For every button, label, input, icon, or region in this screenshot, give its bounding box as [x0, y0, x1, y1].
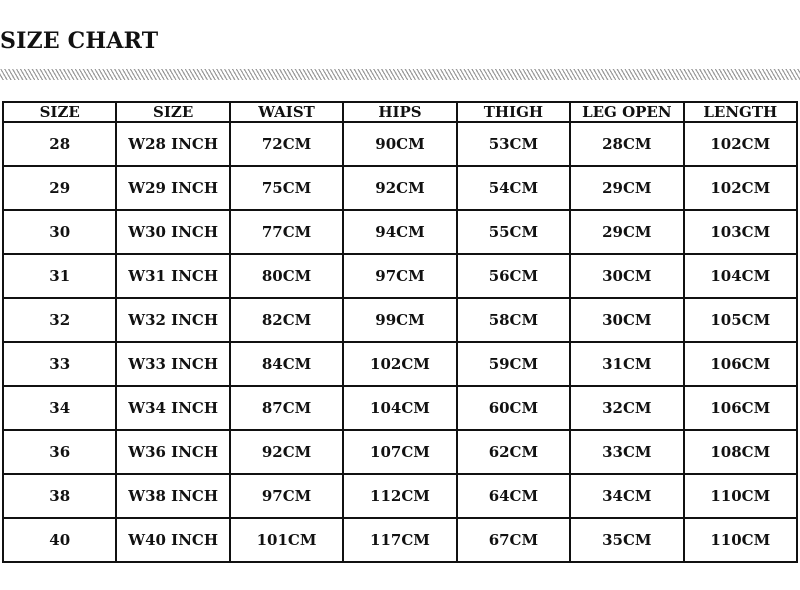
- table-row: [3, 342, 797, 386]
- length-cell: 110CM: [684, 518, 797, 562]
- column-header-size-inch: SIZE: [116, 102, 229, 122]
- length-cell: 106CM: [684, 386, 797, 430]
- size-inch-cell: W38 INCH: [116, 474, 229, 518]
- thigh-cell: 58CM: [457, 298, 570, 342]
- length-cell: 108CM: [684, 430, 797, 474]
- column-header-waist: WAIST: [230, 102, 343, 122]
- length-cell: 110CM: [684, 474, 797, 518]
- size-number-cell: 40: [3, 518, 116, 562]
- leg-open-cell: 33CM: [570, 430, 683, 474]
- waist-cell: 77CM: [230, 210, 343, 254]
- size-chart-table: [2, 101, 798, 563]
- leg-open-cell: 34CM: [570, 474, 683, 518]
- waist-cell: 80CM: [230, 254, 343, 298]
- leg-open-cell: 29CM: [570, 210, 683, 254]
- size-number-cell: 31: [3, 254, 116, 298]
- size-inch-cell: W40 INCH: [116, 518, 229, 562]
- size-inch-cell: W33 INCH: [116, 342, 229, 386]
- thigh-cell: 55CM: [457, 210, 570, 254]
- waist-cell: 72CM: [230, 122, 343, 166]
- table-header-row: [3, 102, 797, 122]
- table-row: [3, 430, 797, 474]
- hips-cell: 117CM: [343, 518, 456, 562]
- hips-cell: 112CM: [343, 474, 456, 518]
- length-cell: 102CM: [684, 122, 797, 166]
- leg-open-cell: 30CM: [570, 298, 683, 342]
- size-number-cell: 30: [3, 210, 116, 254]
- waist-cell: 101CM: [230, 518, 343, 562]
- thigh-cell: 54CM: [457, 166, 570, 210]
- leg-open-cell: 28CM: [570, 122, 683, 166]
- column-header-length: LENGTH: [684, 102, 797, 122]
- thigh-cell: 67CM: [457, 518, 570, 562]
- thigh-cell: 64CM: [457, 474, 570, 518]
- table-row: [3, 166, 797, 210]
- size-number-cell: 38: [3, 474, 116, 518]
- length-cell: 103CM: [684, 210, 797, 254]
- thigh-cell: 59CM: [457, 342, 570, 386]
- size-inch-cell: W28 INCH: [116, 122, 229, 166]
- table-row: [3, 386, 797, 430]
- thigh-cell: 53CM: [457, 122, 570, 166]
- waist-cell: 84CM: [230, 342, 343, 386]
- table-row: [3, 122, 797, 166]
- leg-open-cell: 35CM: [570, 518, 683, 562]
- hips-cell: 99CM: [343, 298, 456, 342]
- leg-open-cell: 32CM: [570, 386, 683, 430]
- size-inch-cell: W36 INCH: [116, 430, 229, 474]
- hips-cell: 97CM: [343, 254, 456, 298]
- leg-open-cell: 31CM: [570, 342, 683, 386]
- column-header-thigh: THIGH: [457, 102, 570, 122]
- size-number-cell: 28: [3, 122, 116, 166]
- hips-cell: 102CM: [343, 342, 456, 386]
- table-row: [3, 298, 797, 342]
- length-cell: 106CM: [684, 342, 797, 386]
- size-inch-cell: W32 INCH: [116, 298, 229, 342]
- waist-cell: 75CM: [230, 166, 343, 210]
- table-row: [3, 474, 797, 518]
- hatched-divider: [0, 69, 800, 80]
- waist-cell: 97CM: [230, 474, 343, 518]
- length-cell: 102CM: [684, 166, 797, 210]
- size-number-cell: 33: [3, 342, 116, 386]
- size-number-cell: 29: [3, 166, 116, 210]
- hips-cell: 104CM: [343, 386, 456, 430]
- size-inch-cell: W31 INCH: [116, 254, 229, 298]
- hips-cell: 94CM: [343, 210, 456, 254]
- length-cell: 104CM: [684, 254, 797, 298]
- column-header-leg-open: LEG OPEN: [570, 102, 683, 122]
- size-number-cell: 36: [3, 430, 116, 474]
- table-row: [3, 254, 797, 298]
- leg-open-cell: 29CM: [570, 166, 683, 210]
- page-title: SIZE CHART: [0, 28, 159, 54]
- leg-open-cell: 30CM: [570, 254, 683, 298]
- column-header-size-number: SIZE: [3, 102, 116, 122]
- column-header-hips: HIPS: [343, 102, 456, 122]
- waist-cell: 87CM: [230, 386, 343, 430]
- table-body: [3, 122, 797, 562]
- size-inch-cell: W29 INCH: [116, 166, 229, 210]
- table-row: [3, 210, 797, 254]
- thigh-cell: 56CM: [457, 254, 570, 298]
- hips-cell: 90CM: [343, 122, 456, 166]
- size-inch-cell: W30 INCH: [116, 210, 229, 254]
- thigh-cell: 60CM: [457, 386, 570, 430]
- size-inch-cell: W34 INCH: [116, 386, 229, 430]
- size-number-cell: 34: [3, 386, 116, 430]
- table-row: [3, 518, 797, 562]
- waist-cell: 82CM: [230, 298, 343, 342]
- hips-cell: 92CM: [343, 166, 456, 210]
- waist-cell: 92CM: [230, 430, 343, 474]
- thigh-cell: 62CM: [457, 430, 570, 474]
- length-cell: 105CM: [684, 298, 797, 342]
- hips-cell: 107CM: [343, 430, 456, 474]
- size-number-cell: 32: [3, 298, 116, 342]
